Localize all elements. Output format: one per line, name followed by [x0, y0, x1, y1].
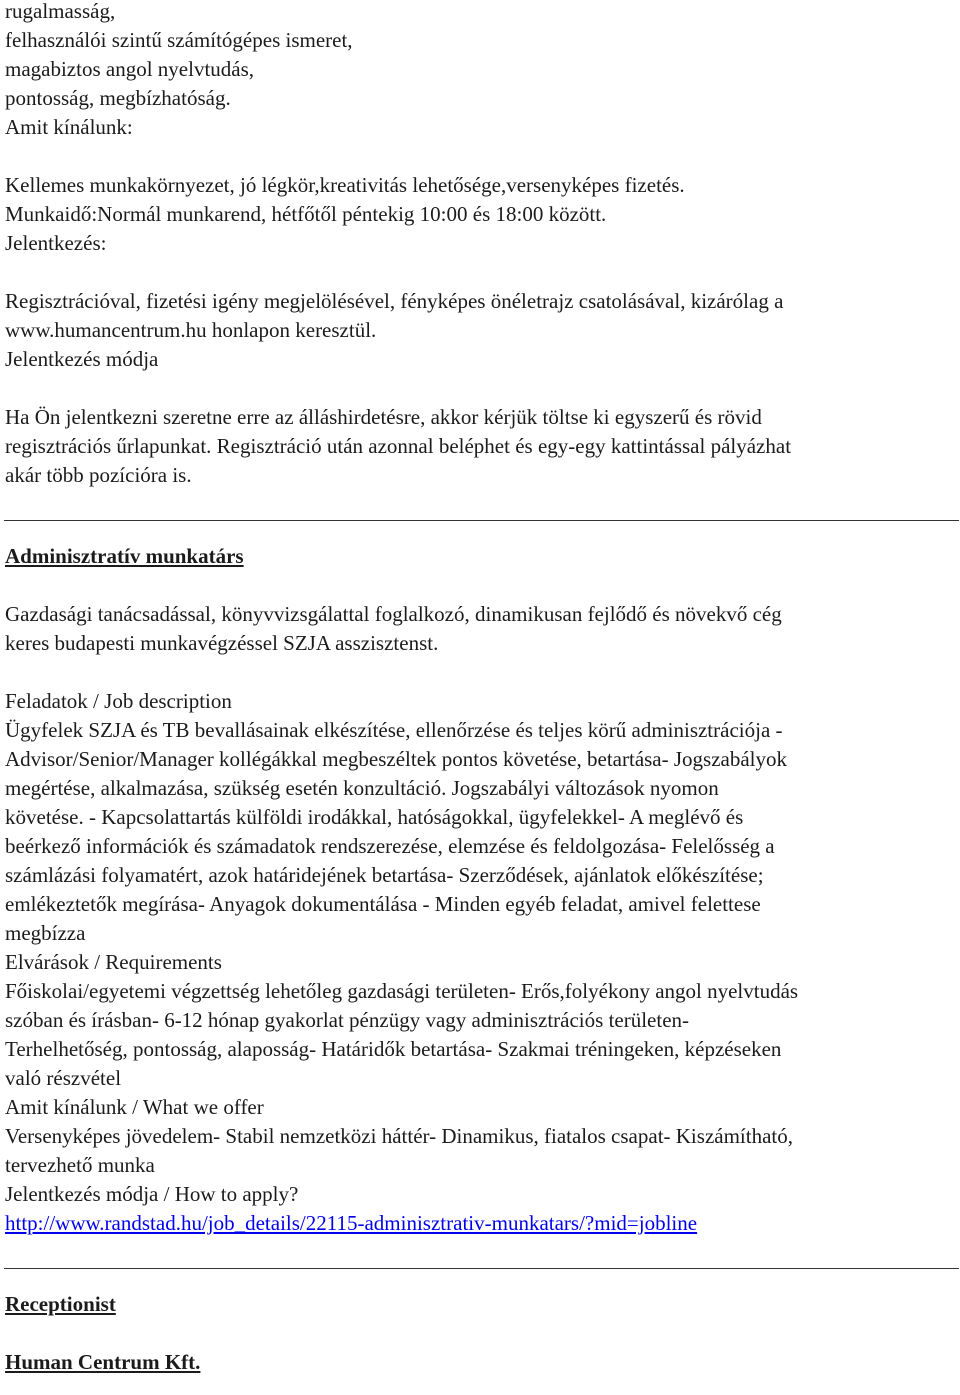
job-posting-adminisztrativ	[5, 542, 955, 1238]
text-line: Versenyképes jövedelem- Stabil nemzetközi háttér- Dinamikus, fiatalos csapat- Kiszámítható,	[5, 1124, 793, 1148]
company-name: Human Centrum Kft.	[5, 1350, 201, 1374]
intro-section	[5, 0, 955, 142]
offer-section	[5, 171, 955, 258]
text-line: Gazdasági tanácsadással, könyvvizsgálattal foglalkozó, dinamikusan fejlődő és növekvő cég	[5, 602, 782, 626]
text-line: www.humancentrum.hu honlapon keresztül.	[5, 318, 377, 342]
text-line: Regisztrációval, fizetési igény megjelölésével, fényképes önéletrajz csatolásával, kizárólag a	[5, 289, 784, 313]
text-line: keres budapesti munkavégzéssel SZJA asszisztenst.	[5, 631, 439, 655]
paragraph-gap	[5, 1319, 955, 1348]
text-line: Advisor/Senior/Manager kollégákkal megbeszéltek pontos követése, betartása- Jogszabályok	[5, 747, 788, 771]
registration-section	[5, 287, 955, 374]
text-line: pontosság, megbízhatóság.	[5, 86, 231, 110]
text-line: magabiztos angol nyelvtudás,	[5, 57, 255, 81]
text-line: regisztrációs űrlapunkat. Regisztráció után azonnal beléphet és egy-egy kattintással pályázhat	[5, 434, 792, 458]
text-line: megértése, alkalmazása, szükség esetén konzultáció. Jogszabályi változások nyomon	[5, 776, 719, 800]
text-line: Amit kínálunk:	[5, 115, 133, 139]
text-line: Kellemes munkakörnyezet, jó légkör,kreativitás lehetősége,versenyképes fizetés.	[5, 173, 685, 197]
text-line: Jelentkezés módja	[5, 347, 159, 371]
paragraph-gap	[5, 374, 955, 403]
text-line: Jelentkezés módja / How to apply?	[5, 1182, 299, 1206]
paragraph-gap	[5, 658, 955, 687]
job-details-link[interactable]: http://www.randstad.hu/job_details/22115-adminisztrativ-munkatars/?mid=jobline	[5, 1211, 698, 1235]
job-posting-receptionist	[5, 1290, 955, 1377]
text-line: való részvétel	[5, 1066, 122, 1090]
text-line: felhasználói szintű számítógépes ismeret,	[5, 28, 353, 52]
job-title: Adminisztratív munkatárs	[5, 544, 244, 568]
job-title: Receptionist	[5, 1292, 116, 1316]
text-line: Feladatok / Job description	[5, 689, 232, 713]
paragraph-gap	[5, 571, 955, 600]
text-line: Főiskolai/egyetemi végzettség lehetőleg gazdasági területen- Erős,folyékony angol nyelvtudás	[5, 979, 799, 1003]
text-line: emlékeztetők megírása- Anyagok dokumentálása - Minden egyéb feladat, amivel felettese	[5, 892, 761, 916]
text-line: rugalmasság,	[5, 0, 116, 23]
text-line: számlázási folyamatért, azok határidejének betartása- Szerződések, ajánlatok előkészítése;	[5, 863, 764, 887]
text-line: szóban és írásban- 6-12 hónap gyakorlat pénzügy vagy adminisztrációs területen-	[5, 1008, 690, 1032]
apply-section	[5, 403, 955, 490]
text-line: Elvárások / Requirements	[5, 950, 222, 974]
text-line: Terhelhetőség, pontosság, alaposság- Határidők betartása- Szakmai tréningeken, képzéseken	[5, 1037, 782, 1061]
text-line: Ügyfelek SZJA és TB bevallásainak elkészítése, ellenőrzése és teljes körű adminisztrációja -	[5, 718, 783, 742]
text-line: megbízza	[5, 921, 86, 945]
paragraph-gap	[5, 258, 955, 287]
text-line: tervezhető munka	[5, 1153, 155, 1177]
text-line: Ha Ön jelentkezni szeretne erre az álláshirdetésre, akkor kérjük töltse ki egyszerű és rövid	[5, 405, 762, 429]
text-line: beérkező információk és számadatok rendszerezése, elemzése és feldolgozása- Felelősség a	[5, 834, 775, 858]
text-line: követése. - Kapcsolattartás külföldi irodákkal, hatóságokkal, ügyfelekkel- A meglévő és	[5, 805, 744, 829]
text-line: Amit kínálunk / What we offer	[5, 1095, 264, 1119]
document-page	[5, 0, 955, 1377]
text-line: Munkaidő:Normál munkarend, hétfőtől péntekig 10:00 és 18:00 között.	[5, 202, 607, 226]
text-line: akár több pozícióra is.	[5, 463, 192, 487]
text-line: Jelentkezés:	[5, 231, 107, 255]
paragraph-gap	[5, 142, 955, 171]
